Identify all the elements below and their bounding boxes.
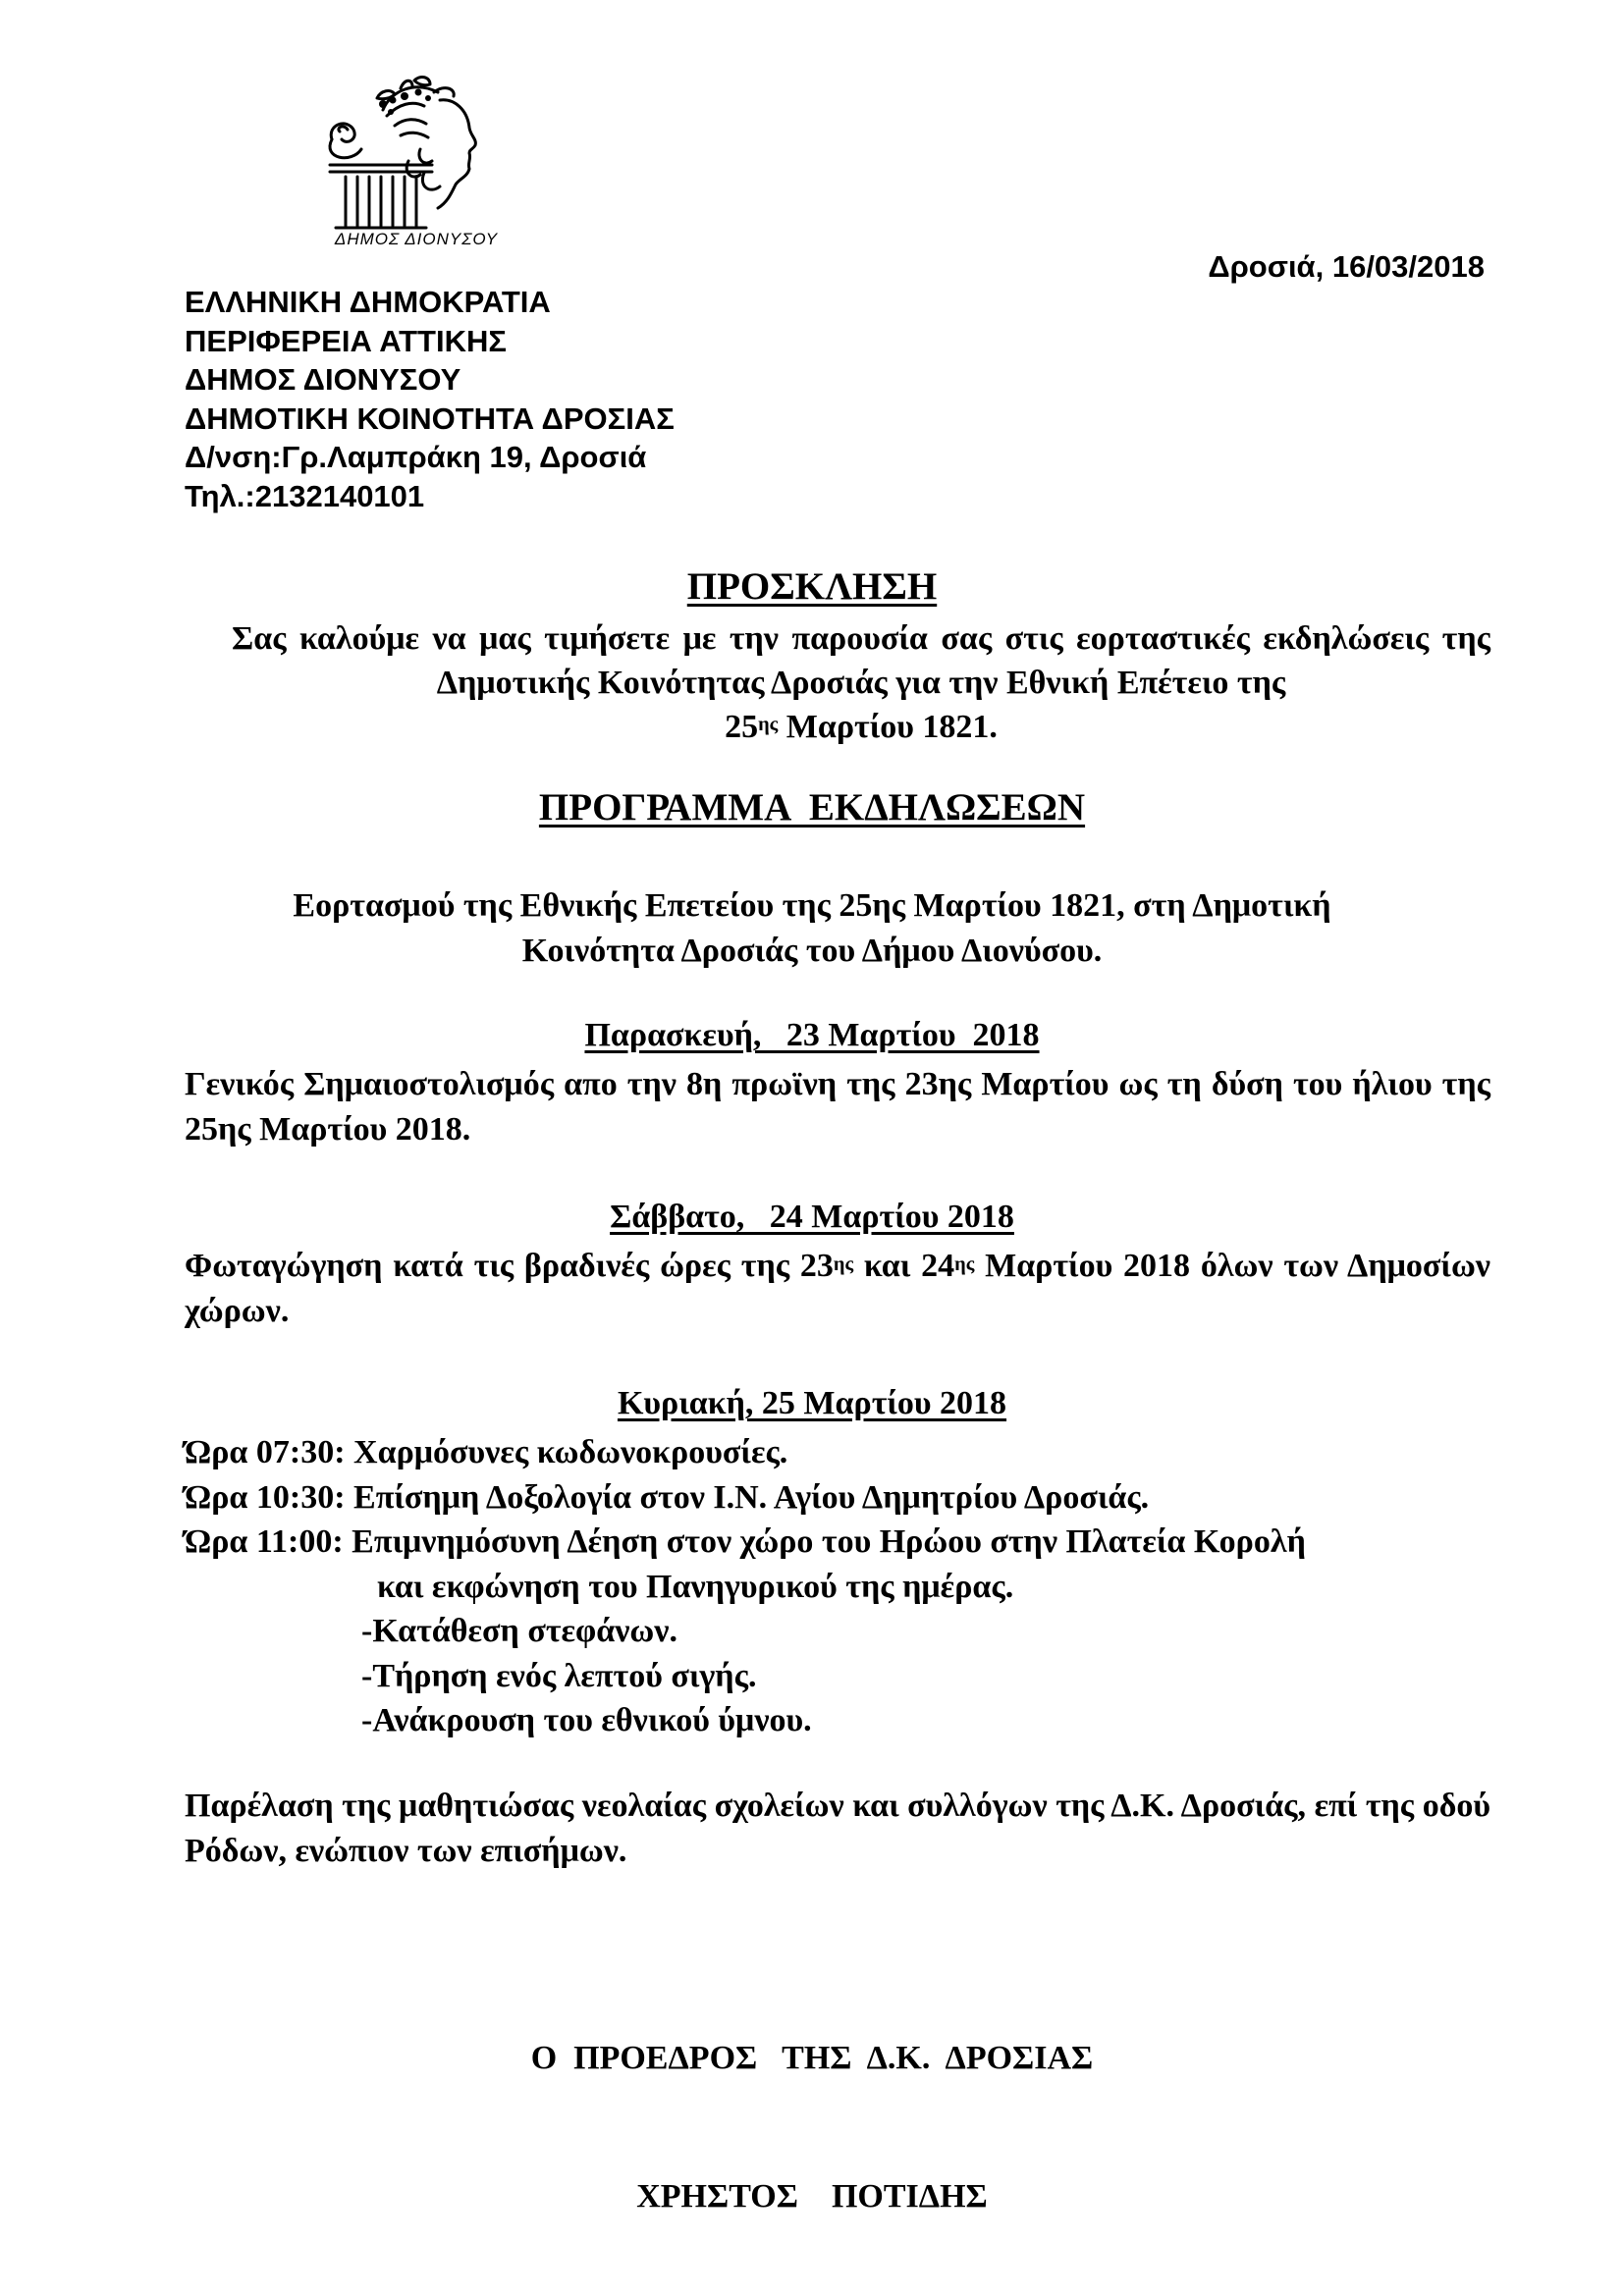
invitation-text xyxy=(232,616,1490,749)
invitation-date-number: 25 xyxy=(725,709,759,745)
header-region: ΠΕΡΙΦΕΡΕΙΑ ΑΤΤΙΚΗΣ xyxy=(185,323,507,358)
saturday-heading: Σάββατο, 24 Μαρτίου 2018 xyxy=(610,1199,1014,1235)
schedule-row: Ώρα 11:00: Επιμνημόσυνη Δέηση στον χώρο του Ηρώου στην Πλατεία Κορολή xyxy=(185,1523,1306,1560)
sunday-schedule xyxy=(185,1430,1500,1743)
header-community: ΔΗΜΟΤΙΚΗ ΚΟΙΝΟΤΗΤΑ ΔΡΟΣΙΑΣ xyxy=(185,400,675,436)
schedule-row: Ώρα 07:30: Χαρμόσυνες κωδωνοκρουσίες. xyxy=(185,1434,788,1470)
program-subtitle-line-2: Κοινότητα Δροσιάς του Δήμου Διονύσου. xyxy=(521,933,1103,969)
saturday-text xyxy=(185,1244,1490,1334)
saturday-text-part-2: και 24 xyxy=(853,1248,955,1284)
invitation-date xyxy=(232,705,1490,749)
saturday-suffix-2: ης xyxy=(954,1254,975,1275)
sunday-heading: Κυριακή, 25 Μαρτίου 2018 xyxy=(617,1385,1007,1421)
signature xyxy=(157,1943,1467,2266)
program-title: ΠΡΟΓΡΑΜΜΑ ΕΚΔΗΛΩΣΕΩΝ xyxy=(538,786,1086,828)
invitation-date-rest: Μαρτίου 1821. xyxy=(778,709,998,745)
schedule-row: -Τήρηση ενός λεπτού σιγής. xyxy=(361,1657,757,1694)
friday-text: Γενικός Σημαιοστολισμός απο την 8η πρωϊνη της 23ης Μαρτίου ως τη δύση του ήλιου της 25ης Μαρτίου 2018. xyxy=(185,1066,1490,1148)
logo-text: ΔΗΜΟΣ ΔΙΟΝΥΣΟΥ xyxy=(334,230,499,248)
schedule-row: -Ανάκρουση του εθνικού ύμνου. xyxy=(361,1702,812,1738)
saturday-text-part-3: Μαρτίου 2018 όλων των Δημοσίων χώρων. xyxy=(185,1248,1490,1329)
schedule-row: Ώρα 10:30: Επίσημη Δοξολογία στον Ι.Ν. Αγίου Δημητρίου Δροσιάς. xyxy=(185,1478,1150,1516)
header-phone: Τηλ.:2132140101 xyxy=(185,478,425,513)
document-date: Δροσιά, 16/03/2018 xyxy=(1208,249,1485,284)
saturday-suffix-1: ης xyxy=(833,1254,854,1275)
program-subtitle xyxy=(157,883,1467,974)
header-address: Δ/νση:Γρ.Λαμπράκη 19, Δροσιά xyxy=(185,440,647,474)
program-subtitle-line-1: Εορτασμού της Εθνικής Επετείου της 25ης Μαρτίου 1821, στη Δημοτική xyxy=(293,887,1331,924)
header-municipality: ΔΗΜΟΣ ΔΙΟΝΥΣΟΥ xyxy=(185,362,461,397)
sender-header xyxy=(185,283,675,515)
invitation-date-suffix: ης xyxy=(758,714,779,735)
saturday-text-part-1: Φωταγώγηση κατά τις βραδινές ώρες της 23 xyxy=(185,1248,834,1284)
schedule-row: -Κατάθεση στεφάνων. xyxy=(361,1613,677,1649)
invitation-title: ΠΡΟΣΚΛΗΣΗ xyxy=(686,565,938,608)
schedule-row: και εκφώνηση του Πανηγυρικού της ημέρας. xyxy=(377,1568,1014,1605)
signature-name: ΧΡΗΣΤΟΣ ΠΟΤΙΔΗΣ xyxy=(636,2178,988,2215)
parade-text: Παρέλαση της μαθητιώσας νεολαίας σχολείων και συλλόγων της Δ.Κ. Δροσιάς, επί της οδού Ρόδων, ενώπιον των επισήμων. xyxy=(185,1788,1490,1869)
signature-title: Ο ΠΡΟΕΔΡΟΣ ΤΗΣ Δ.Κ. ΔΡΟΣΙΑΣ xyxy=(530,2040,1094,2076)
header-country: ΕΛΛΗΝΙΚΗ ΔΗΜΟΚΡΑΤΙΑ xyxy=(185,285,551,319)
friday-heading: Παρασκευή, 23 Μαρτίου 2018 xyxy=(584,1017,1040,1053)
invitation-body: Σας καλούμε να μας τιμήσετε με την παρουσία σας στις εορταστικές εκδηλώσεις της Δημοτικής Κοινότητας Δροσιάς για την Εθνική Επέτειο της xyxy=(232,620,1490,701)
